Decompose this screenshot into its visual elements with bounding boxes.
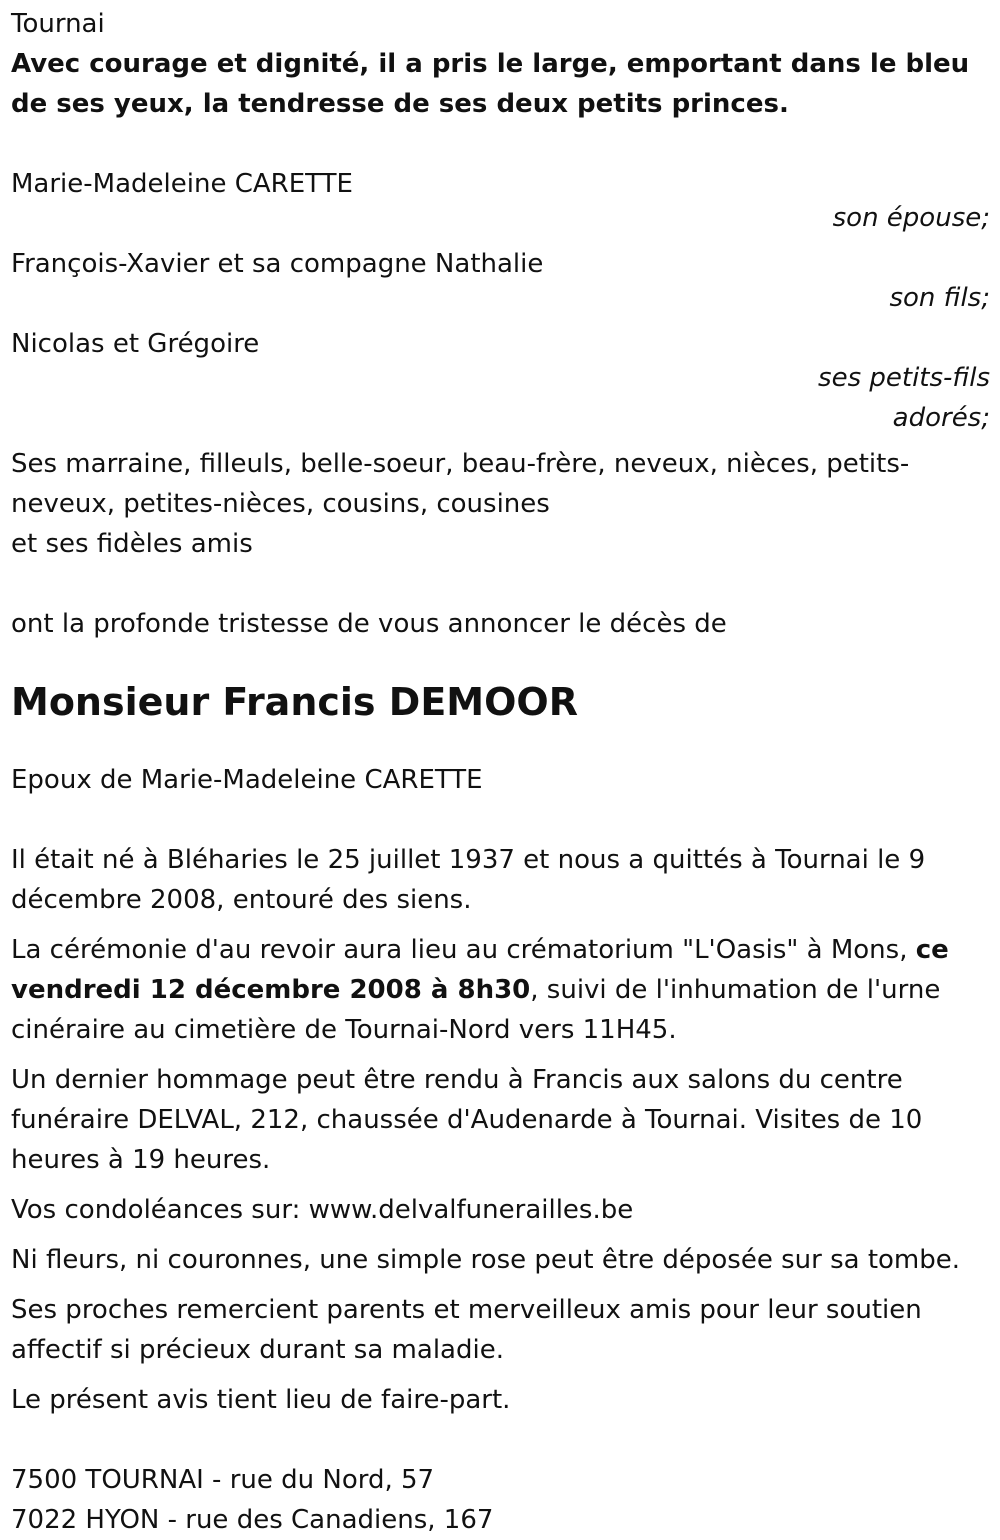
mourner-name: François-Xavier et sa compagne Nathalie bbox=[11, 249, 544, 279]
announcement: ont la profonde tristesse de vous annoncer le décès de bbox=[11, 609, 727, 639]
notice-info: Le présent avis tient lieu de faire-part. bbox=[11, 1385, 511, 1415]
address-line: 7022 HYON - rue des Canadiens, 167 bbox=[11, 1505, 494, 1535]
flowers-info: Ni fleurs, ni couronnes, une simple rose peut être déposée sur sa tombe. bbox=[11, 1245, 961, 1275]
deceased-name: Monsieur Francis DEMOOR bbox=[11, 680, 578, 724]
ceremony-text: La cérémonie d'au revoir aura lieu au crématorium "L'Oasis" à Mons, bbox=[11, 935, 916, 965]
condolences-info: Vos condoléances sur: www.delvalfunerailles.be bbox=[11, 1195, 634, 1225]
extended-family: Ses marraine, filleuls, belle-soeur, beau-frère, neveux, nièces, petits-neveux, petites-nièces, cousins, cousines bbox=[11, 449, 910, 519]
addresses bbox=[11, 1460, 990, 1540]
mourner-name: Nicolas et Grégoire bbox=[11, 329, 260, 359]
address-line: 7500 TOURNAI - rue du Nord, 57 bbox=[11, 1465, 435, 1495]
mourner-entry bbox=[11, 164, 990, 238]
friends-line: et ses fidèles amis bbox=[11, 529, 253, 559]
ceremony-text-after: , suivi de l'inhumation de l'urne cinéraire au cimetière de Tournai-Nord vers 11H45. bbox=[11, 975, 941, 1045]
epitaph-quote: Avec courage et dignité, il a pris le large, emportant dans le bleu de ses yeux, la tendresse de ses deux petits princes. bbox=[11, 49, 970, 119]
mourner-name: Marie-Madeleine CARETTE bbox=[11, 169, 353, 199]
mourner-relation: son fils; bbox=[889, 283, 990, 313]
birth-death-info: Il était né à Bléharies le 25 juillet 1937 et nous a quittés à Tournai le 9 décembre 2008, entouré des siens. bbox=[11, 845, 926, 915]
homage-info: Un dernier hommage peut être rendu à Francis aux salons du centre funéraire DELVAL, 212, chaussée d'Audenarde à Tournai. Visites de 10 heures à 19 heures. bbox=[11, 1065, 923, 1175]
ceremony-info bbox=[11, 930, 990, 1050]
mourner-relation: ses petits-fils adorés; bbox=[818, 363, 990, 433]
mourner-entry bbox=[11, 244, 990, 318]
mourner-entry bbox=[11, 324, 990, 438]
ceremony-date: ce vendredi 12 décembre 2008 à 8h30 bbox=[11, 935, 949, 1005]
mourner-relation: son épouse; bbox=[832, 203, 990, 233]
city-label: Tournai bbox=[11, 9, 105, 39]
thanks-info: Ses proches remercient parents et merveilleux amis pour leur soutien affectif si précieux durant sa maladie. bbox=[11, 1295, 922, 1365]
spouse-line: Epoux de Marie-Madeleine CARETTE bbox=[11, 765, 483, 795]
